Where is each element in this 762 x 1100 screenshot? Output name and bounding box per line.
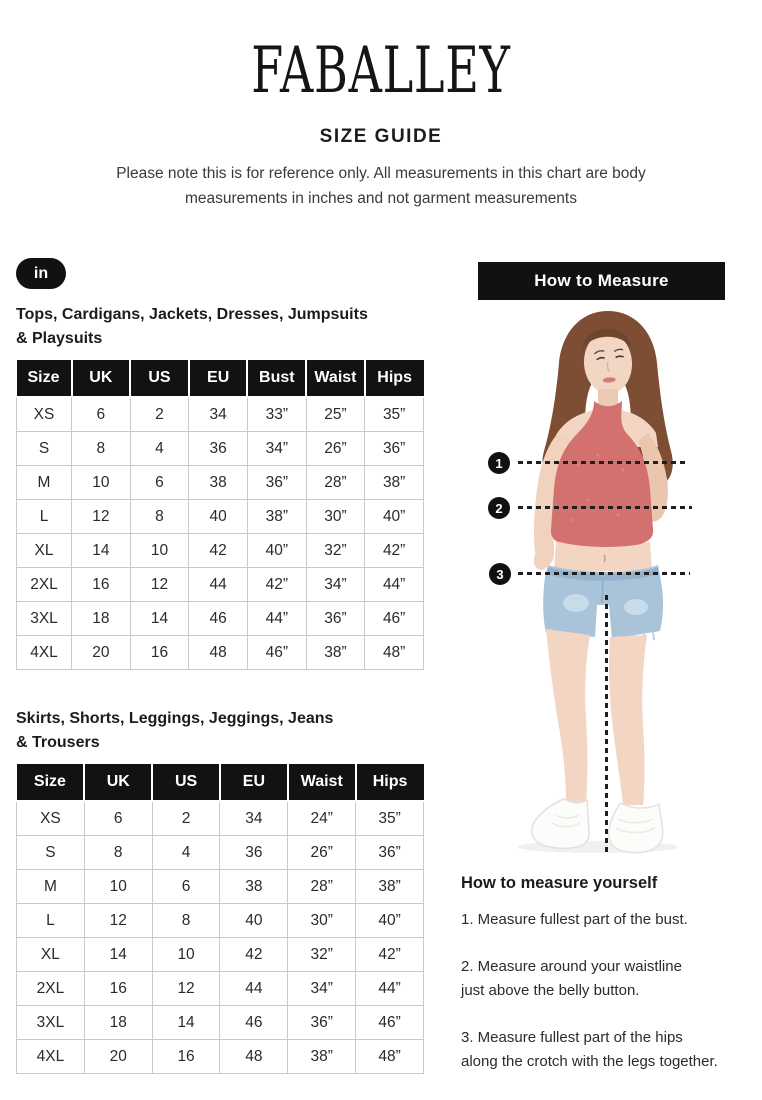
table-cell: 8 [84, 836, 152, 870]
table-cell: 8 [130, 500, 189, 534]
model-photo [478, 305, 743, 855]
table-row [17, 432, 424, 466]
table-cell: 4 [130, 432, 189, 466]
table-cell: 34” [288, 972, 356, 1006]
measure-point-2-icon: 2 [488, 497, 510, 519]
size-tables-section [16, 258, 424, 1074]
table-cell: 42” [365, 534, 424, 568]
table-cell: 38” [306, 636, 365, 670]
column-header: US [130, 360, 189, 397]
table-cell: 12 [84, 904, 152, 938]
table-cell: 46 [189, 602, 248, 636]
bust-measure-line [518, 461, 688, 464]
table-cell: 44 [220, 972, 288, 1006]
table-cell: 30” [288, 904, 356, 938]
table-cell: 20 [84, 1040, 152, 1074]
table-row [17, 904, 424, 938]
table-cell: 30” [306, 500, 365, 534]
column-header: Hips [356, 764, 424, 801]
table-cell: 24” [288, 801, 356, 836]
table-cell: 40” [365, 500, 424, 534]
hip-measure-line [518, 572, 690, 575]
model-left-shoe [532, 799, 589, 848]
table-cell: 40” [247, 534, 306, 568]
table-cell: 42” [247, 568, 306, 602]
table-cell: 6 [84, 801, 152, 836]
table-cell: 14 [72, 534, 131, 568]
unit-toggle-badge[interactable]: in [16, 258, 66, 289]
instruction-line: 3. Measure fullest part of the hips [461, 1029, 683, 1046]
table-cell: 32” [288, 938, 356, 972]
section-title-line: & Trousers [16, 734, 100, 751]
table-cell: 34 [220, 801, 288, 836]
table-cell: 35” [365, 397, 424, 432]
instruction-line: just above the belly button. [461, 982, 640, 999]
measure-instruction [461, 1026, 761, 1074]
table-row [17, 466, 424, 500]
table-cell: 42 [189, 534, 248, 568]
measure-instruction [461, 955, 761, 1003]
table-cell: 18 [84, 1006, 152, 1040]
model-figure [478, 305, 743, 855]
table-cell: 42 [220, 938, 288, 972]
table-cell: 3XL [17, 1006, 85, 1040]
table-cell: 26” [306, 432, 365, 466]
table-cell: S [17, 432, 72, 466]
column-header: Hips [365, 360, 424, 397]
section-title-line: & Playsuits [16, 330, 103, 347]
table-cell: L [17, 500, 72, 534]
measure-point-3-icon: 3 [489, 563, 511, 585]
table-cell: 6 [72, 397, 131, 432]
table-cell: 28” [288, 870, 356, 904]
measure-yourself-heading: How to measure yourself [461, 874, 658, 892]
table-cell: 6 [152, 870, 220, 904]
table-cell: 2 [152, 801, 220, 836]
table-cell: 2XL [17, 972, 85, 1006]
section-title-tops [16, 303, 424, 351]
table-cell: 40” [356, 904, 424, 938]
how-to-measure-banner: How to Measure [478, 262, 725, 300]
table-cell: 40 [189, 500, 248, 534]
table-cell: L [17, 904, 85, 938]
table-cell: 46” [247, 636, 306, 670]
table-cell: 44” [356, 972, 424, 1006]
table-cell: 10 [72, 466, 131, 500]
instruction-line: 1. Measure fullest part of the bust. [461, 911, 688, 928]
table-row [17, 870, 424, 904]
table-cell: M [17, 466, 72, 500]
column-header: EU [189, 360, 248, 397]
table-cell: 4XL [17, 636, 72, 670]
column-header: UK [72, 360, 131, 397]
table-cell: 34” [247, 432, 306, 466]
table-row [17, 568, 424, 602]
table-cell: 16 [84, 972, 152, 1006]
table-row [17, 972, 424, 1006]
table-cell: 36” [247, 466, 306, 500]
table-cell: 44” [247, 602, 306, 636]
table-cell: M [17, 870, 85, 904]
table-cell: 40 [220, 904, 288, 938]
table-cell: 38” [288, 1040, 356, 1074]
table-row [17, 1006, 424, 1040]
column-header: Waist [288, 764, 356, 801]
table-cell: 44 [189, 568, 248, 602]
column-header: US [152, 764, 220, 801]
table-cell: 4XL [17, 1040, 85, 1074]
table-cell: 14 [84, 938, 152, 972]
table-cell: 10 [152, 938, 220, 972]
table-cell: 38 [189, 466, 248, 500]
table-cell: 25” [306, 397, 365, 432]
model-right-leg [609, 635, 647, 805]
table-cell: 14 [130, 602, 189, 636]
table-cell: 26” [288, 836, 356, 870]
table-cell: 3XL [17, 602, 72, 636]
table-cell: 32” [306, 534, 365, 568]
section-title-line: Tops, Cardigans, Jackets, Dresses, Jumpsuits [16, 306, 368, 323]
table-row [17, 602, 424, 636]
tops-size-table [16, 360, 424, 670]
instruction-line: 2. Measure around your waistline [461, 958, 682, 975]
model-fly [602, 581, 603, 603]
table-cell: 48 [189, 636, 248, 670]
table-cell: 36 [189, 432, 248, 466]
table-cell: 16 [130, 636, 189, 670]
column-header: Bust [247, 360, 306, 397]
table-cell: XL [17, 534, 72, 568]
table-cell: 33” [247, 397, 306, 432]
section-title-bottoms [16, 707, 424, 755]
table-cell: 42” [356, 938, 424, 972]
model-denim-patch [624, 599, 648, 615]
table-cell: 12 [152, 972, 220, 1006]
disclaimer-line: measurements in inches and not garment measurements [184, 190, 577, 207]
table-cell: XS [17, 801, 85, 836]
table-cell: 38” [356, 870, 424, 904]
table-cell: 8 [72, 432, 131, 466]
table-cell: 20 [72, 636, 131, 670]
table-cell: 2 [130, 397, 189, 432]
table-cell: XL [17, 938, 85, 972]
table-cell: 36” [356, 836, 424, 870]
table-row [17, 534, 424, 568]
table-row [17, 397, 424, 432]
table-cell: 8 [152, 904, 220, 938]
table-cell: 46” [356, 1006, 424, 1040]
measure-point-1-icon: 1 [488, 452, 510, 474]
table-cell: 34” [306, 568, 365, 602]
how-to-measure-section [461, 0, 762, 1100]
table-row [17, 636, 424, 670]
table-cell: 48” [356, 1040, 424, 1074]
table-cell: 35” [356, 801, 424, 836]
table-cell: 44” [365, 568, 424, 602]
table-cell: 16 [72, 568, 131, 602]
disclaimer-line: Please note this is for reference only. All measurements in this chart are body [116, 165, 646, 182]
table-cell: 38” [365, 466, 424, 500]
table-cell: 18 [72, 602, 131, 636]
table-cell: S [17, 836, 85, 870]
table-cell: 10 [84, 870, 152, 904]
brand-logo: FABALLEY [251, 34, 511, 108]
table-cell: 46 [220, 1006, 288, 1040]
column-header: Waist [306, 360, 365, 397]
table-cell: 38 [220, 870, 288, 904]
table-cell: 16 [152, 1040, 220, 1074]
table-cell: 12 [130, 568, 189, 602]
measure-instructions [461, 908, 761, 1097]
column-header: Size [17, 764, 85, 801]
table-row [17, 500, 424, 534]
table-cell: XS [17, 397, 72, 432]
waist-measure-line [518, 506, 692, 509]
table-cell: 46” [365, 602, 424, 636]
column-header: Size [17, 360, 72, 397]
bottoms-size-table [16, 764, 424, 1074]
measure-instruction [461, 908, 761, 932]
table-cell: 36” [365, 432, 424, 466]
model-left-leg [546, 629, 590, 802]
table-cell: 36” [288, 1006, 356, 1040]
table-row [17, 1040, 424, 1074]
table-cell: 36” [306, 602, 365, 636]
table-cell: 2XL [17, 568, 72, 602]
table-cell: 28” [306, 466, 365, 500]
table-cell: 12 [72, 500, 131, 534]
column-header: UK [84, 764, 152, 801]
column-header: EU [220, 764, 288, 801]
table-cell: 38” [247, 500, 306, 534]
inseam-measure-line [605, 595, 608, 855]
table-cell: 48” [365, 636, 424, 670]
table-cell: 48 [220, 1040, 288, 1074]
table-cell: 36 [220, 836, 288, 870]
section-title-line: Skirts, Shorts, Leggings, Jeggings, Jeans [16, 710, 334, 727]
model-denim-patch [563, 594, 589, 612]
instruction-line: along the crotch with the legs together. [461, 1053, 718, 1070]
table-cell: 4 [152, 836, 220, 870]
table-row [17, 836, 424, 870]
table-cell: 6 [130, 466, 189, 500]
table-cell: 34 [189, 397, 248, 432]
table-cell: 10 [130, 534, 189, 568]
table-cell: 14 [152, 1006, 220, 1040]
table-row [17, 801, 424, 836]
table-row [17, 938, 424, 972]
page-title: SIZE GUIDE [319, 126, 443, 147]
